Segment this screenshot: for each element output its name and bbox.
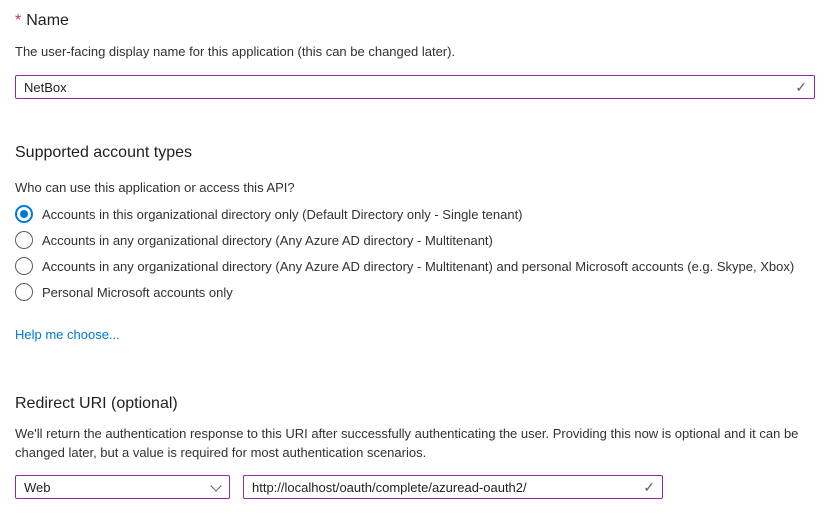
redirect-uri-description: We'll return the authentication response to this URI after successfully authenticating the user. Providing this now is optional and it can be changed later, but a value is required for most authentication scenarios. xyxy=(15,426,799,460)
account-types-question: Who can use this application or access this API? xyxy=(15,180,295,195)
radio-option-personal-only[interactable] xyxy=(15,279,815,305)
radio-option-label: Accounts in this organizational directory only (Default Directory only - Single tenant) xyxy=(42,206,523,222)
radio-option-single-tenant[interactable] xyxy=(15,201,815,227)
name-input[interactable] xyxy=(15,75,815,99)
platform-select-value: Web xyxy=(24,479,51,495)
redirect-uri-input-wrap xyxy=(243,475,663,499)
radio-button[interactable] xyxy=(15,205,33,223)
redirect-uri-title: Redirect URI (optional) xyxy=(15,395,178,412)
radio-button[interactable] xyxy=(15,231,33,249)
radio-button[interactable] xyxy=(15,283,33,301)
account-type-radio-group xyxy=(15,201,815,305)
platform-select[interactable] xyxy=(15,475,230,499)
valid-checkmark-icon: ✓ xyxy=(795,79,807,95)
radio-button[interactable] xyxy=(15,257,33,275)
platform-select-wrap xyxy=(15,475,230,499)
valid-checkmark-icon: ✓ xyxy=(643,479,655,495)
radio-option-multitenant[interactable] xyxy=(15,227,815,253)
redirect-uri-row xyxy=(15,475,815,499)
name-section-title-text: Name xyxy=(26,12,69,29)
name-input-wrap xyxy=(15,75,815,99)
name-section-title xyxy=(15,10,815,31)
radio-option-label: Personal Microsoft accounts only xyxy=(42,284,233,300)
radio-option-multitenant-personal[interactable] xyxy=(15,253,815,279)
account-types-title: Supported account types xyxy=(15,144,193,161)
radio-option-label: Accounts in any organizational directory (Any Azure AD directory - Multitenant) xyxy=(42,232,493,248)
required-asterisk: * xyxy=(15,12,22,29)
radio-option-label: Accounts in any organizational directory (Any Azure AD directory - Multitenant) and personal Microsoft accounts (e.g. Skype, Xbox) xyxy=(42,258,795,274)
name-description: The user-facing display name for this application (this can be changed later). xyxy=(15,44,456,59)
help-me-choose-link[interactable]: Help me choose... xyxy=(15,327,120,342)
redirect-uri-input[interactable] xyxy=(243,475,663,499)
